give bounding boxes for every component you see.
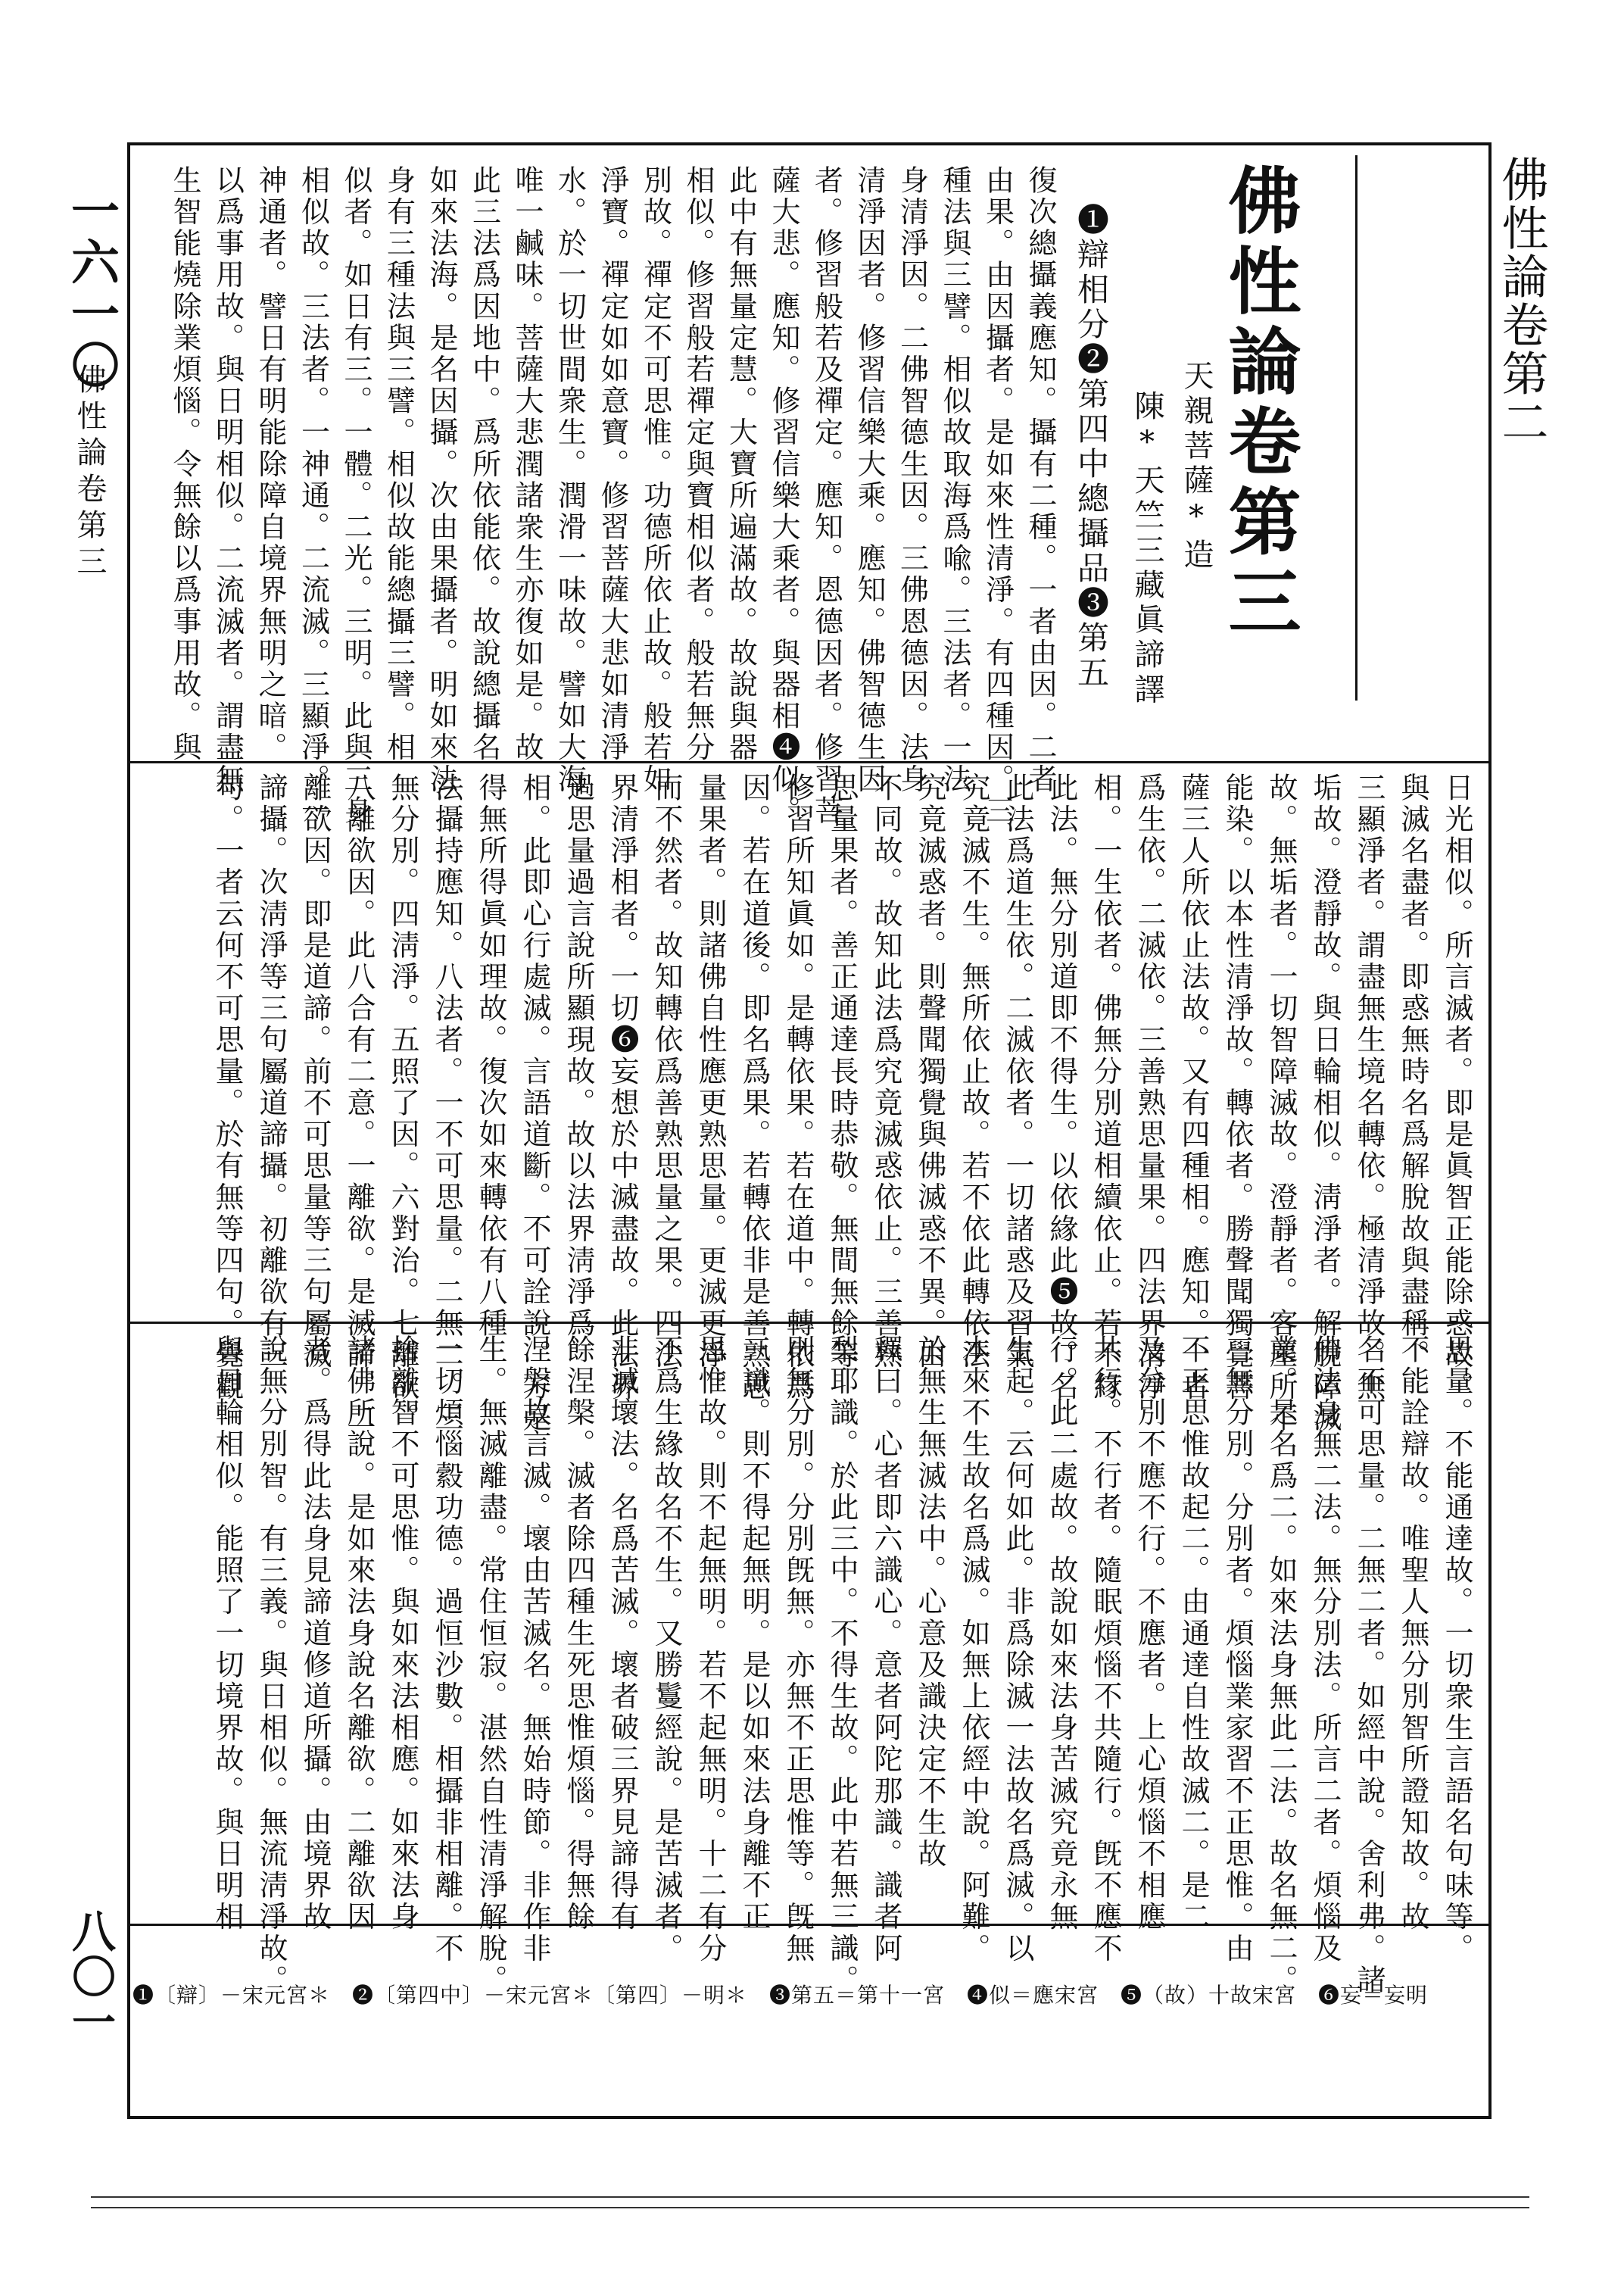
text-column: 種法與三譬。相似故取海爲喩。三法者。一法 <box>938 165 971 795</box>
text-column: 八離欲因。此八合有二意。一離欲。是滅諦。二 <box>342 772 376 1434</box>
text-column: 以爲事用故。與日明相似。二流滅者。謂盡無 <box>210 165 245 795</box>
text-column: 不正思惟故起二。由通達自性故滅二。是二 <box>1177 1334 1210 1933</box>
text-column: 垢故。澄靜故。與日輪相似。淸淨者。解脫障滅 <box>1308 772 1342 1434</box>
text-column: 因。若在道後。即名爲果。若轉依非是善熟思 <box>737 772 771 1403</box>
text-column: 行。此二處故。故說如來法身苦滅究竟永無 <box>1045 1334 1078 1933</box>
text-column: 此法爲道生依。二滅依者。一切諸惑及習氣 <box>1001 772 1034 1372</box>
text-column: 及分別不應不行。不應者。上心煩惱不相應 <box>1133 1334 1166 1933</box>
text-column: 別故。禪定不可思惟。功德所依止故。般若如 <box>638 165 672 795</box>
text-column: 諦攝。次淸淨等三句屬道諦攝。初離欲有三 <box>254 772 288 1372</box>
text-column: 梨耶識。於此三中。不得生故。此中若無三識。 <box>825 1334 859 1996</box>
text-column: 過思量過言說所顯現故。故以法界淸淨爲 <box>562 772 595 1340</box>
text-column: 淨寶。禪定如如意寶。修習菩薩大悲如清淨 <box>596 165 629 764</box>
text-column: 故。無垢者。一切智障滅故。澄靜者。客塵所不 <box>1264 772 1298 1434</box>
text-column: 生。無滅離盡。常住恒寂。湛然自性清淨解脫。 <box>474 1334 507 1996</box>
text-column: 離欲因。即是道諦。前不可思量等三句屬滅 <box>298 772 332 1372</box>
text-column: 諸佛所說。是如來法身說名離欲。二離欲因 <box>342 1334 376 1933</box>
text-column: 者。修習般若及禪定。應知。恩德因者。修習菩 <box>809 165 843 827</box>
text-column: 復次總攝義應知。攝有二種。一者由因。二者 <box>1024 165 1057 795</box>
bottom-rule-1 <box>91 2196 1529 2198</box>
running-title: 佛性論卷第二 <box>1494 155 1549 446</box>
text-column: 相似。修習般若禪定與寶相似者。般若無分 <box>681 165 715 764</box>
text-column: 得無所得眞如理故。復次如來轉依有八種 <box>474 772 507 1340</box>
text-column: 不爲生緣故名不生。又勝鬘經說。是苦滅者。 <box>650 1334 683 1965</box>
text-column: 由果。由因攝者。是如來性清淨。有四種因。三 <box>980 165 1015 827</box>
text-column: 神通者。譬日有明能除障自境界無明之暗。 <box>254 165 287 764</box>
text-column: 名不可思量。二無二者。如經中說。舍利弗。諸 <box>1352 1334 1386 1996</box>
text-column: 佛法身無二法。無分別法。所言二者。煩惱及 <box>1308 1334 1342 1965</box>
text-column: 量果者。則諸佛自性應更熟思量。更滅更淨。 <box>694 772 727 1403</box>
text-column: 無分別。四淸淨。五照了因。六對治。七離欲。 <box>386 772 419 1434</box>
text-column: 生智能燒除業煩惱。令無餘以爲事用故。與 <box>168 165 201 764</box>
text-column: 與日輪相似。能照了一切境界故。與日明相 <box>210 1334 244 1933</box>
author: 天親菩薩*造 <box>1179 360 1214 573</box>
text-column: 思量。不能通達故。一切衆生言語名句味等。 <box>1440 1334 1473 1965</box>
translator: 陳*天竺三藏眞諦譯 <box>1130 390 1164 708</box>
text-column: 能染。以本性清淨故。轉依者。勝聲聞獨覺菩 <box>1220 772 1254 1403</box>
text-column: 共行。不行者。隨眠煩惱不共隨行。旣不應不 <box>1089 1334 1122 1965</box>
text-column: 句。一者云何不可思量。於有無等四句。覺觀 <box>210 772 244 1403</box>
text-column: 界清淨相者。一切❻妄想於中滅盡故。此法界 <box>606 772 639 1403</box>
text-column: 日光相似。所言滅者。即是眞智正能除惑故。 <box>1440 772 1473 1403</box>
text-column: 法攝持應知。八法者。一不可思量。二無二。三 <box>430 772 463 1434</box>
textual-apparatus: ❶〔辯〕－宋元宮＊ ❷〔第四中〕－宋元宮＊〔第四〕－明＊ ❸第五＝第十一宮 ❹似＝應宋宮 ❺（故）十故宋宮 ❻妄＝妄明 <box>132 1983 1429 2008</box>
text-column: 究竟滅惑者。則聲聞獨覺與佛滅惑不異。由 <box>913 772 946 1372</box>
page-number-bottom: 八〇一 <box>64 1908 116 2045</box>
chapter-heading: ❶辯相分❷第四中總攝品❸第五 <box>1073 203 1110 691</box>
text-column: 相。一生依者。佛無分別道相續依止。若不緣 <box>1089 772 1122 1403</box>
text-column: 捨離智不可思惟。與如來法相應。如來法身 <box>386 1334 419 1933</box>
text-column: 者。爲得此法身見諦道修道所攝。由境界故 <box>298 1334 332 1933</box>
text-column: 釋曰。心者即六識心。意者阿陀那識。識者阿 <box>869 1334 902 1965</box>
text-column: 三識。則不得起無明。是以如來法身離不正 <box>737 1334 771 1933</box>
text-column: 似者。如日有三。一體。二光。三明。此與三身 <box>339 165 372 827</box>
text-column: 唯一鹹味。菩薩大悲潤諸衆生亦復如是。故 <box>510 165 544 764</box>
text-column: 不能詮辯故。唯聖人無分別智所證知故。故 <box>1396 1334 1429 1933</box>
text-column: 修習所知眞如。是轉依果。若在道中。轉依爲 <box>781 772 815 1403</box>
text-column: 此法。無分別道即不得生。以依緣此❺故。名 <box>1045 772 1078 1403</box>
text-column: 水。於一切世間衆生。潤滑一味故。譬如大海 <box>553 165 587 795</box>
text-column: 與滅名盡者。即惑無時名爲解脫故與盡稱。 <box>1396 772 1429 1372</box>
text-column: 相似故。三法者。一神通。二流滅。三顯淨。一 <box>296 165 330 827</box>
work-title: 佛性論卷第三 <box>1217 163 1302 644</box>
text-column: 生起。云何如此。非爲除滅一法故名爲滅。以 <box>1001 1334 1034 1965</box>
text-column: 則無分別。分別旣無。亦無不正思惟等。旣無 <box>781 1334 815 1965</box>
text-column: 業。是名爲二。如來法身無此二法。故名無二。 <box>1264 1334 1298 1996</box>
text-column: 而不然者。故知轉依爲善熟思量之果。四法 <box>650 772 683 1372</box>
bottom-rule-2 <box>91 2207 1529 2208</box>
text-column: 薩三人所依止法故。又有四種相。應知。一者 <box>1177 772 1210 1403</box>
text-column: 三無分別。分別者。煩惱業家習不正思惟。由 <box>1220 1334 1254 1965</box>
text-column: 思量果者。善正通達長時恭敬。無間無餘等 <box>825 772 859 1372</box>
text-column: 餘涅槃。滅者除四種生死思惟煩惱。得無餘 <box>562 1334 595 1933</box>
text-column: 三顯淨者。謂盡無生境名轉依。極清淨故。無 <box>1352 772 1386 1403</box>
text-column: 於無生無滅法中。心意及識決定不生故 <box>913 1334 946 1871</box>
text-column: 一切煩惱縠功德。過恒沙數。相攝非相離。不 <box>430 1334 463 1965</box>
text-column: 如來法海。是名因攝。次由果攝者。明如來法 <box>425 165 458 795</box>
text-column: 涅槃故言滅。壞由苦滅名。無始時節。非作非 <box>518 1334 551 1965</box>
text-column: 身清淨因。二佛智德生因。三佛恩德因。法身 <box>895 165 929 795</box>
text-column: 本來不生故名爲滅。如無上依經中說。阿難。 <box>957 1334 990 1965</box>
text-column: 說無分別智。有三義。與日相似。無流淸淨故。 <box>254 1334 288 1996</box>
text-column: 不同故。故知此法爲究竟滅惑依止。三善熟 <box>869 772 902 1372</box>
register-divider-1 <box>130 761 1488 763</box>
left-running-title: 佛性論卷第三 <box>72 364 107 582</box>
text-column: 相。此即心行處滅。言語道斷。不可詮說。方是 <box>518 772 551 1434</box>
text-column: 清淨因者。修習信樂大乘。應知。佛智德生因 <box>853 165 886 795</box>
text-column: 爲生依。二滅依。三善熟思量果。四法界清淨 <box>1133 772 1166 1403</box>
text-column: 身有三種法與三譬。相似故能總攝三譬。相 <box>382 165 416 764</box>
text-column: 非滅壞法。名爲苦滅。壞者破三界見諦得有 <box>606 1334 639 1933</box>
text-column: 此中有無量定慧。大寶所遍滿故。故說與器 <box>724 165 758 764</box>
page-number-top: 一六一〇 <box>63 186 120 392</box>
text-column: 思惟故。則不起無明。若不起無明。十二有分 <box>694 1334 727 1965</box>
text-column: 究竟滅不生。無所依止故。若不依此轉依法 <box>957 772 990 1372</box>
text-column: 此三法爲因地中。爲所依能依。故說總攝名 <box>467 165 501 764</box>
text-column: 薩大悲。應知。修習信樂大乘者。與器相❹似。 <box>767 165 800 827</box>
